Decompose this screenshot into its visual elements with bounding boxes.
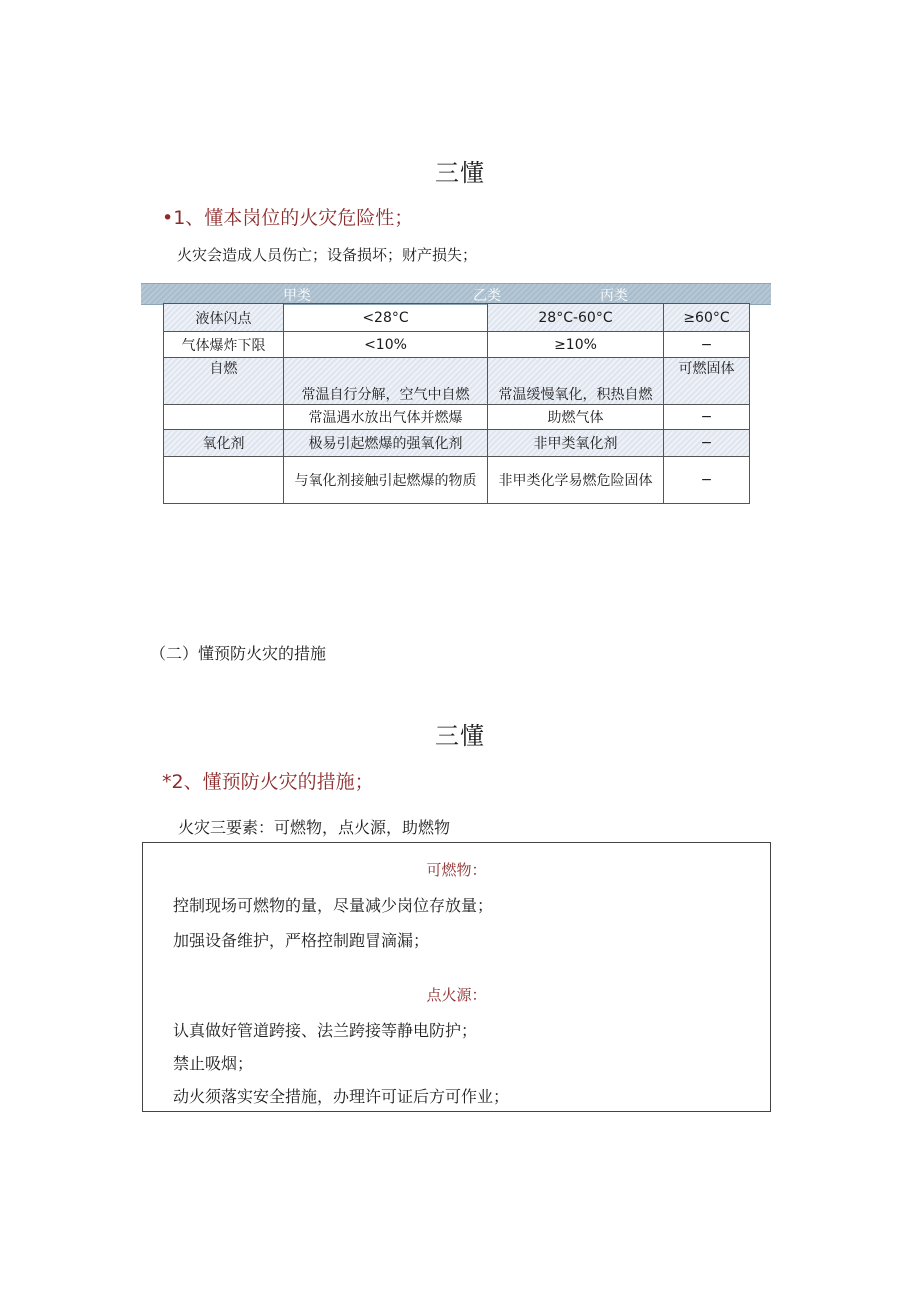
table-cell [164, 405, 284, 430]
section2-title: 三懂 [435, 722, 485, 750]
table-cell: 非甲类氧化剂 [488, 430, 664, 457]
list-item: 禁止吸烟； [173, 1054, 254, 1073]
table-cell: − [664, 332, 750, 358]
table-row [164, 358, 750, 405]
section1-title: 三懂 [435, 159, 485, 187]
table-row [164, 332, 750, 358]
table-cell: 极易引起燃爆的强氧化剂 [284, 430, 488, 457]
table-cell: − [664, 405, 750, 430]
prevention-note: （二）懂预防火灾的措施 [150, 644, 327, 663]
section2-subtext: 火灾三要素：可燃物，点火源，助燃物 [178, 818, 451, 837]
header-class-c: 丙类 [600, 288, 628, 304]
table-cell [164, 457, 284, 504]
header-class-a: 甲类 [283, 288, 311, 304]
table-row [164, 405, 750, 430]
table-cell: 28°C-60°C [488, 304, 664, 332]
table-cell: ≥60°C [664, 304, 750, 332]
section1-subtext: 火灾会造成人员伤亡；设备损坏；财产损失； [177, 246, 478, 264]
prevention-measures-box [142, 842, 771, 1112]
table-cell: 常温自行分解，空气中自燃 [284, 358, 488, 405]
table-cell: 可燃固体 [664, 358, 750, 405]
table-cell: <10% [284, 332, 488, 358]
table-cell: − [664, 430, 750, 457]
combustible-label: 可燃物： [426, 861, 487, 879]
table-cell: 自燃 [164, 358, 284, 405]
table-cell: 常温缓慢氧化，积热自燃 [488, 358, 664, 405]
table-cell: ≥10% [488, 332, 664, 358]
table-cell: 与氧化剂接触引起燃爆的物质 [284, 457, 488, 504]
table-cell: <28°C [284, 304, 488, 332]
table-cell: 常温遇水放出气体并燃爆 [284, 405, 488, 430]
table-cell: 氧化剂 [164, 430, 284, 457]
list-item: 动火须落实安全措施，办理许可证后方可作业； [173, 1087, 510, 1106]
section1-heading: •1、懂本岗位的火灾危险性； [162, 207, 414, 229]
section2-heading: *2、懂预防火灾的措施； [162, 771, 374, 793]
fire-risk-table [163, 303, 750, 504]
table-row [164, 304, 750, 332]
table-cell: − [664, 457, 750, 504]
table-row [164, 430, 750, 457]
list-item: 认真做好管道跨接、法兰跨接等静电防护； [173, 1021, 478, 1040]
table-cell: 助燃气体 [488, 405, 664, 430]
ignition-label: 点火源： [426, 986, 487, 1004]
table-header-band [141, 283, 771, 305]
table-row [164, 457, 750, 504]
header-class-b: 乙类 [473, 288, 501, 304]
table-cell: 非甲类化学易燃危险固体 [488, 457, 664, 504]
list-item: 加强设备维护，严格控制跑冒滴漏； [173, 931, 430, 950]
table-cell: 液体闪点 [164, 304, 284, 332]
list-item: 控制现场可燃物的量，尽量减少岗位存放量； [173, 896, 494, 915]
table-cell: 气体爆炸下限 [164, 332, 284, 358]
